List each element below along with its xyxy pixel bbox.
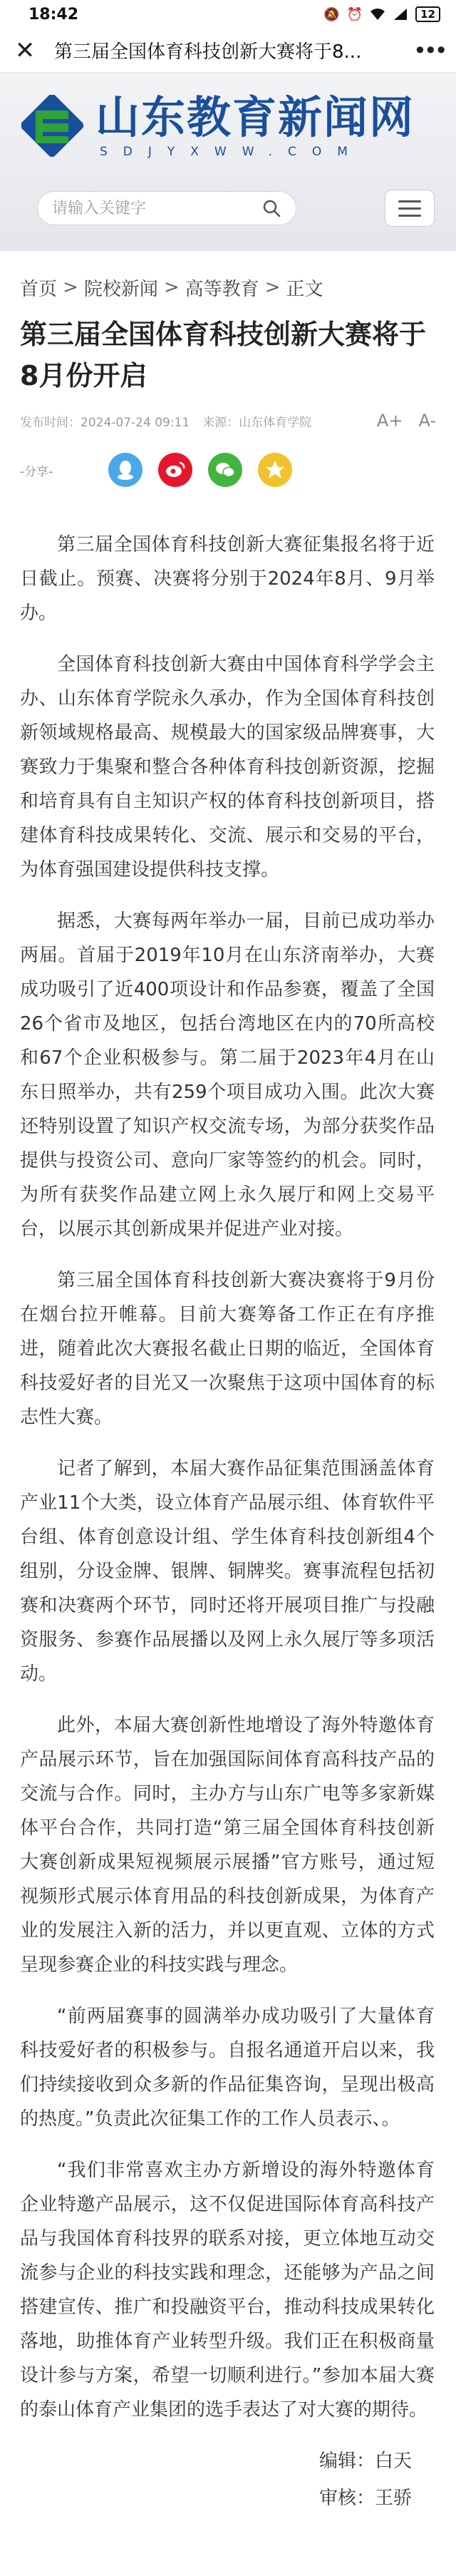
qq-icon[interactable] <box>108 453 142 487</box>
article-paragraph: 第三届全国体育科技创新大赛决赛将于9月份在烟台拉开帷幕。目前大赛筹备工作正在有序推进，随着此次大赛报名截止日期的临近，全国体育科技爱好者的目光又一次聚焦于这项中国体育的标志性大赛。 <box>20 1270 435 1428</box>
site-domain: SDJYXWW.COM <box>100 145 363 160</box>
article-meta <box>0 396 456 435</box>
menu-icon-bar <box>398 200 421 202</box>
breadcrumb-current: 正文 <box>286 278 323 300</box>
breadcrumb-home[interactable]: 首页 <box>20 278 58 300</box>
wechat-icon[interactable] <box>208 453 242 487</box>
breadcrumb-separator: > <box>163 277 180 298</box>
article-editor: 编辑：白天 <box>318 2451 412 2472</box>
article-reviewer: 审核：王骄 <box>318 2488 412 2509</box>
menu-button[interactable] <box>385 190 435 227</box>
font-size-controls <box>377 411 436 431</box>
article-paragraph: “前两届赛事的圆满举办成功吸引了大量体育科技爱好者的积极参与。自报名通道开启以来，我们持续接收到众多新的作品征集咨询，呈现出极高的热度。”负责此次征集工作的工作人员表示、。 <box>20 2006 435 2130</box>
alarm-icon: ⏰ <box>346 6 363 22</box>
font-larger-button[interactable]: A+ <box>376 411 403 431</box>
article-paragraph: 第三届全国体育科技创新大赛征集报名将于近日截止。预赛、决赛将分别于2024年8月、9月举办。 <box>20 534 435 624</box>
site-logo[interactable] <box>21 91 415 160</box>
search-input[interactable] <box>52 200 257 217</box>
close-icon[interactable]: ✕ <box>14 36 36 65</box>
share-bar <box>0 435 456 492</box>
share-icons <box>108 453 292 487</box>
article-paragraph: 据悉，大赛每两年举办一届，目前已成功举办两届。首届于2019年10月在山东济南举办，大赛成功吸引了近400项设计和作品参赛，覆盖了全国26个省市及地区，包括台湾地区在内的70所高校和67个企业积极参与。第二届于2023年4月在山东日照举办，共有259个项目成功入围。此次大赛还特别设置了知识产权交流专场，为部分获奖作品提供与投资公司、意向厂家等签约的机会。同时，为所有获奖作品建立网上永久展厅和网上交易平台，以展示其创新成果并促进产业对接。 <box>20 910 435 1240</box>
weibo-icon[interactable] <box>158 453 192 487</box>
qzone-icon[interactable] <box>258 453 292 487</box>
breadcrumb-school-news[interactable]: 院校新闻 <box>83 278 158 300</box>
menu-icon-bar <box>398 207 421 210</box>
status-icons <box>323 6 440 22</box>
search-box <box>37 191 296 225</box>
more-icon[interactable]: ••• <box>413 36 445 64</box>
breadcrumb-higher-education[interactable]: 高等教育 <box>185 278 259 300</box>
silent-icon: 🔕 <box>323 6 340 22</box>
breadcrumb <box>0 251 456 309</box>
breadcrumb-separator: > <box>63 277 78 298</box>
search-icon[interactable] <box>257 194 286 222</box>
status-bar <box>0 0 456 29</box>
site-header <box>0 73 456 251</box>
menu-icon-bar <box>398 215 421 217</box>
browser-titlebar <box>0 29 456 73</box>
logo-mark-icon <box>21 95 86 159</box>
article-paragraph: 记者了解到，本届大赛作品征集范围涵盖体育产业11个大类，设立体育产品展示组、体育软件平台组、体育创意设计组、学生体育科技创新组4个组别，分设金牌、银牌、铜牌奖。赛事流程包括初赛和决赛两个环节，同时还将开展项目推广与投融资服务、参赛作品展播以及网上永久展厅等多项活动。 <box>20 1458 435 1685</box>
font-smaller-button[interactable]: A- <box>418 411 436 431</box>
site-name: 山东教育新闻网 <box>95 91 415 143</box>
breadcrumb-separator: > <box>264 277 281 298</box>
share-label: -分享- <box>20 464 53 479</box>
article-paragraph: “我们非常喜欢主办方新增设的海外特邀体育企业特邀产品展示，这不仅促进国际体育高科技产品与我国体育科技界的联系对接，更立体地互动交流参与企业的科技实践和理念，还能够为产品之间搭建宣传、推广和投融资平台，推动科技成果转化落地，助推体育产业转型升级。我们正在积极商量设计参与方案，希望一切顺利进行。”参加本届大赛的泰山体育产业集团的选手表达了对大赛的期待。 <box>20 2160 435 2421</box>
battery-level: 12 <box>415 6 440 22</box>
article-paragraph: 此外，本届大赛创新性地增设了海外特邀体育产品展示环节，旨在加强国际间体育高科技产品的交流与合作。同时，主办方与山东广电等多家新媒体平台合作，共同打造“第三届全国体育科技创新大赛创新成果短视频展示展播”官方账号，通过短视频形式展示体育用品的科技创新成果，为体育产业的发展注入新的活力，并以更直观、立体的方式呈现参赛企业的科技实践与理念。 <box>20 1715 435 1976</box>
signal-icon <box>393 8 408 21</box>
article-paragraph: 全国体育科技创新大赛由中国体育科学学会主办、山东体育学院永久承办，作为全国体育科技创新领域规格最高、规模最大的国家级品牌赛事，大赛致力于集聚和整合各种体育科技创新资源，挖掘和培育具有自主知识产权的体育科技创新项目，搭建体育科技成果转化、交流、展示和交易的平台，为体育强国建设提供科技支撑。 <box>20 654 435 881</box>
article-source: 来源：山东体育学院 <box>202 415 312 430</box>
window-title: 第三届全国体育科技创新大赛将于8... <box>54 41 362 63</box>
publish-time: 发布时间：2024-07-24 09:11 <box>20 415 190 430</box>
article-body <box>0 492 456 2515</box>
wifi-icon <box>370 8 385 21</box>
status-time: 18:42 <box>28 5 79 24</box>
article-title: 第三届全国体育科技创新大赛将于8月份开启 <box>20 319 427 391</box>
